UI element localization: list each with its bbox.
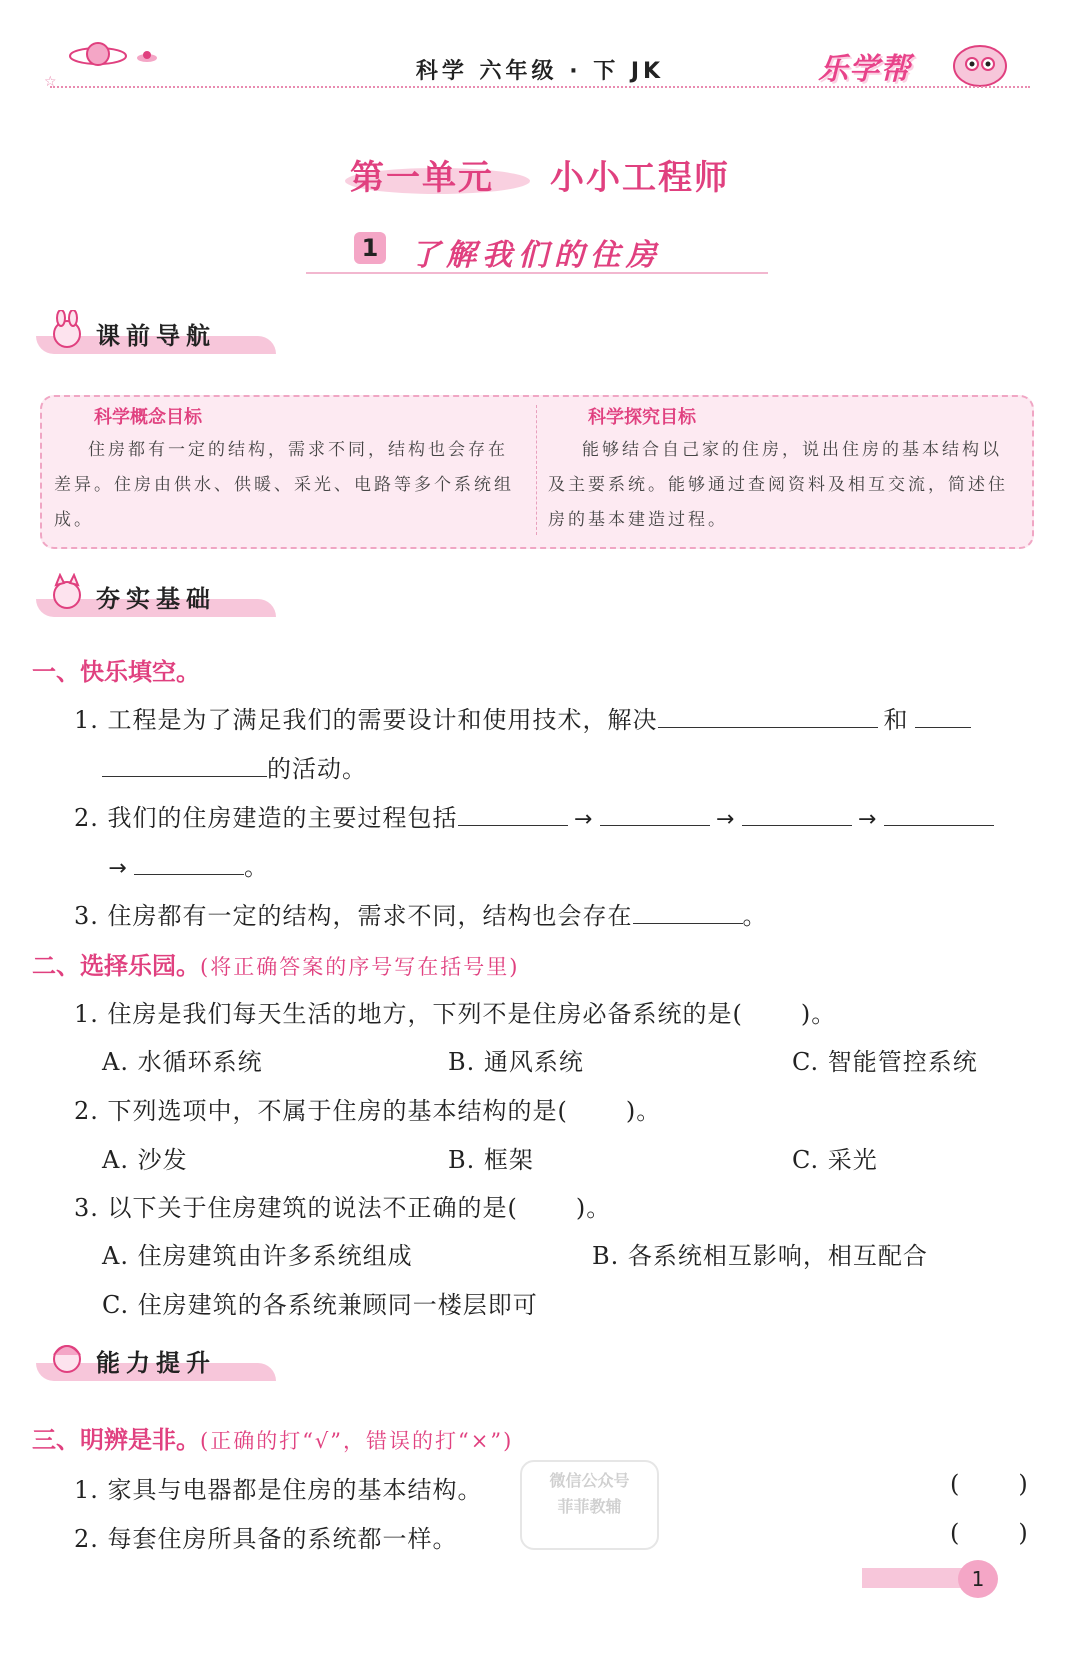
- unit-label: 第一单元: [350, 158, 494, 198]
- paren-close: ): [1018, 1470, 1029, 1498]
- choice-q2-option-c: C. 采光: [792, 1146, 878, 1174]
- arrow-icon: →: [108, 856, 128, 881]
- unit-title: [0, 150, 1080, 199]
- choice-q1-end: )。: [800, 1000, 837, 1028]
- fill-heading: 一、快乐填空。: [32, 658, 200, 686]
- choice-q1-option-c: C. 智能管控系统: [792, 1048, 978, 1076]
- fill-q1-line2: [102, 749, 367, 784]
- rabbit-mascot-icon: [46, 310, 88, 352]
- paren-open: (: [950, 1470, 961, 1498]
- choice-q2-stem: [74, 1091, 661, 1126]
- page-number: 1: [958, 1560, 998, 1598]
- answer-blank[interactable]: [742, 801, 852, 826]
- judge-q1-answer[interactable]: [950, 1470, 1029, 1498]
- inquiry-goal-text: 能够结合自己家的住房，说出住房的基本结构以及主要系统。能够通过查阅资料及相互交流，简述住房的基本建造过程。: [548, 440, 1008, 530]
- section-improve: [36, 1337, 286, 1383]
- judge-heading-text: 三、明辨是非。: [32, 1426, 200, 1454]
- fill-q1-line1: [74, 700, 971, 735]
- watermark: [520, 1460, 659, 1550]
- choice-q3-option-b: B. 各系统相互影响，相互配合: [592, 1242, 928, 1270]
- header-subject: 科学 六年级 · 下 JK: [415, 59, 665, 84]
- choice-q3-text: 3. 以下关于住房建筑的说法不正确的是(: [74, 1194, 518, 1222]
- fill-q2-end: 。: [244, 853, 269, 881]
- page-number-bar: [862, 1568, 972, 1588]
- lesson-heading: [306, 230, 768, 274]
- answer-blank[interactable]: [633, 899, 743, 924]
- fill-q2-text: 2. 我们的住房建造的主要过程包括: [74, 804, 458, 832]
- choice-q3-option-c: C. 住房建筑的各系统兼顾同一楼层即可: [102, 1291, 538, 1319]
- answer-blank[interactable]: [658, 703, 878, 728]
- goals-divider: [536, 405, 537, 535]
- choice-q2-text: 2. 下列选项中，不属于住房的基本结构的是(: [74, 1097, 568, 1125]
- robot-mascot-icon: [946, 36, 1014, 90]
- arrow-icon: →: [857, 807, 878, 832]
- fill-q3-line: [74, 896, 768, 931]
- paren-close: ): [1018, 1519, 1029, 1547]
- goals-box: [40, 395, 1034, 549]
- section-label: 夯实基础: [96, 585, 216, 613]
- choice-heading-text: 二、选择乐园。: [32, 952, 200, 980]
- choice-heading: [32, 946, 519, 981]
- choice-q2-end: )。: [625, 1097, 662, 1125]
- choice-q3-option-a: A. 住房建筑由许多系统组成: [102, 1242, 413, 1270]
- brand-logo: 乐学帮: [818, 52, 911, 87]
- paren-open: (: [950, 1519, 961, 1547]
- choice-q1-option-a: A. 水循环系统: [102, 1048, 263, 1076]
- section-label: 课前导航: [96, 322, 216, 350]
- header-divider: [50, 86, 1030, 88]
- star-icon: ☆: [44, 74, 57, 90]
- choice-q3-stem: [74, 1188, 611, 1223]
- choice-q2-option-a: A. 沙发: [102, 1146, 188, 1174]
- choice-q1-stem: [74, 994, 836, 1029]
- fill-q2-line2: [102, 847, 269, 882]
- fill-q2-line1: [74, 798, 994, 833]
- answer-blank[interactable]: [915, 703, 971, 728]
- concept-goal-text: 住房都有一定的结构，需求不同，结构也会存在差异。住房由供水、供暖、采光、电路等多个系统组成。: [54, 440, 514, 530]
- judge-heading: [32, 1420, 513, 1455]
- judge-q2: 2. 每套住房所具备的系统都一样。: [74, 1525, 458, 1553]
- section-guide: [36, 310, 286, 356]
- arrow-icon: →: [715, 807, 736, 832]
- inquiry-goal: [548, 403, 1018, 538]
- fill-q1-text: 1. 工程是为了满足我们的需要设计和使用技术，解决: [74, 706, 658, 734]
- answer-blank[interactable]: [102, 752, 267, 777]
- answer-blank[interactable]: [600, 801, 710, 826]
- choice-q1-text: 1. 住房是我们每天生活的地方，下列不是住房必备系统的是(: [74, 1000, 743, 1028]
- judge-q2-answer[interactable]: [950, 1519, 1029, 1547]
- section-basics: [36, 573, 286, 619]
- answer-blank[interactable]: [134, 850, 244, 875]
- choice-q2-option-b: B. 框架: [448, 1146, 534, 1174]
- fill-q1-and: 和: [883, 706, 909, 734]
- lesson-number: 1: [354, 232, 386, 264]
- judge-q1: 1. 家具与电器都是住房的基本结构。: [74, 1476, 483, 1504]
- fill-q3-end: 。: [742, 902, 768, 930]
- choice-q1-option-b: B. 通风系统: [448, 1048, 584, 1076]
- judge-heading-note: (正确的打“√”，错误的打“×”): [200, 1429, 514, 1453]
- watermark-line1: 微信公众号: [549, 1471, 630, 1490]
- cat-mascot-icon: [46, 573, 88, 615]
- fill-q1-end: 的活动。: [267, 755, 367, 783]
- arrow-icon: →: [573, 807, 594, 832]
- watermark-line2: 菲菲教辅: [557, 1497, 622, 1516]
- lesson-title: 了解我们的住房: [410, 238, 662, 273]
- concept-goal: [54, 403, 524, 538]
- inquiry-goal-title: 科学探究目标: [588, 407, 696, 428]
- choice-q3-end: )。: [575, 1194, 612, 1222]
- fill-q3-text: 3. 住房都有一定的结构，需求不同，结构也会存在: [74, 902, 633, 930]
- choice-heading-note: (将正确答案的序号写在括号里): [200, 955, 520, 979]
- unit-name: 小小工程师: [550, 158, 730, 198]
- answer-blank[interactable]: [884, 801, 994, 826]
- answer-blank[interactable]: [458, 801, 568, 826]
- girl-mascot-icon: [46, 1337, 88, 1379]
- concept-goal-title: 科学概念目标: [94, 407, 202, 428]
- section-label: 能力提升: [96, 1349, 216, 1377]
